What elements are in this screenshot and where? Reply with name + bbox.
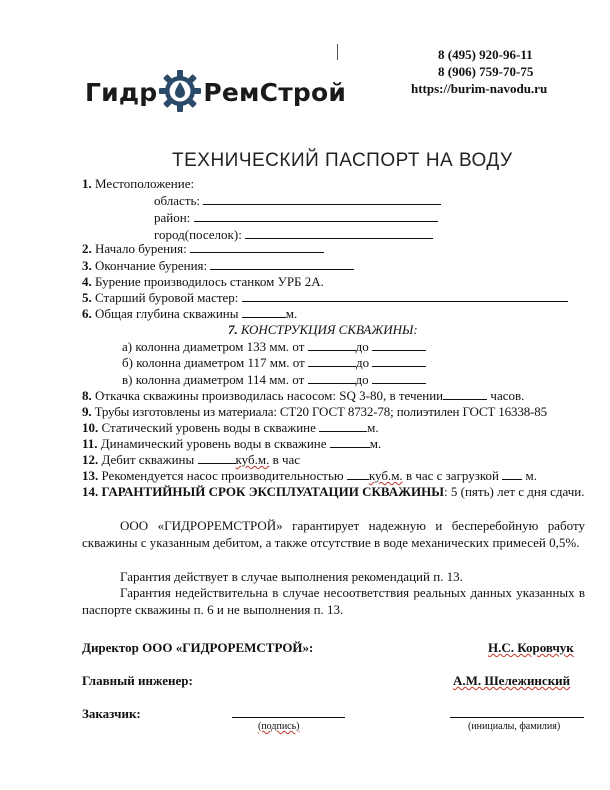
master-input[interactable]	[242, 290, 568, 302]
item-3	[82, 258, 354, 274]
item-text: Динамический уровень воды в скважине	[100, 436, 327, 451]
static-level-input[interactable]	[319, 420, 367, 432]
item-number: 9.	[82, 404, 92, 419]
item-number: 6.	[82, 306, 92, 321]
unit: м.	[367, 420, 379, 435]
guarantee-paragraph-2: Гарантия действует в случае выполнения рекомендаций п. 13.	[120, 569, 463, 584]
item-number: 3.	[82, 258, 92, 273]
item-number: 2.	[82, 241, 92, 256]
item-text: Окончание бурения:	[95, 258, 208, 273]
gorod-input[interactable]	[245, 227, 433, 239]
item-number: 10.	[82, 420, 99, 435]
item-5	[82, 290, 568, 306]
guarantee-paragraph-3: Гарантия недействительна в случае несоответствия реальных данных указанных в паспорте скважины п. 6 и не выполнения п. 13.	[82, 585, 585, 617]
director-name: Н.С. Коровчук	[488, 640, 574, 655]
initials-hint: (инициалы, фамилия)	[468, 721, 561, 732]
oblast-field	[154, 193, 441, 209]
unit: м.	[525, 468, 537, 483]
phone-1: 8 (495) 920-96-11	[438, 47, 533, 62]
unit-suffix: в час	[272, 452, 301, 467]
to-label: до	[356, 355, 370, 370]
depth-input[interactable]	[242, 306, 286, 318]
to-input[interactable]	[372, 355, 426, 367]
item-11	[82, 436, 381, 452]
from-input[interactable]	[308, 339, 356, 351]
item-number: 8.	[82, 388, 92, 403]
unit: м.	[285, 306, 298, 321]
item-1	[82, 176, 194, 192]
item-13	[82, 468, 537, 484]
item-text: Местоположение:	[95, 176, 195, 191]
item-text: Старший буровой мастер:	[95, 290, 239, 305]
unit: куб.м.	[368, 468, 403, 483]
item-14	[82, 484, 584, 500]
column-a	[122, 339, 426, 355]
load-input[interactable]	[502, 468, 522, 480]
item-text: Общая глубина скважины	[95, 306, 239, 321]
unit: часов.	[490, 388, 525, 403]
pump-input[interactable]	[347, 468, 369, 480]
column-c	[122, 372, 426, 388]
item-text: Рекомендуется насос производительностью	[101, 468, 344, 483]
item-text-mid: в час с загрузкой	[405, 468, 499, 483]
from-input[interactable]	[308, 355, 356, 367]
item-8	[82, 388, 524, 404]
customer-label: Заказчик:	[82, 706, 141, 721]
item-7	[228, 322, 418, 338]
guarantee-paragraph-1: ООО «ГИДРОРЕМСТРОЙ» гарантирует надежную и бесперебойную работу скважины с указанным дебитом, а также отсутствие в воде механических примесей 0,5%.	[82, 518, 585, 550]
field-label: район:	[154, 210, 191, 225]
page-title: ТЕХНИЧЕСКИЙ ПАСПОРТ НА ВОДУ	[172, 150, 513, 171]
item-text-end: : 5 (пять) лет с дня сдачи.	[444, 484, 585, 499]
item-6	[82, 306, 297, 322]
rayon-input[interactable]	[194, 210, 438, 222]
item-10	[82, 420, 379, 436]
end-date-input[interactable]	[210, 258, 354, 270]
item-12	[82, 452, 300, 468]
logo-text-left: Гидр	[85, 78, 158, 107]
item-number: 12.	[82, 452, 99, 467]
field-label: город(поселок):	[154, 227, 242, 242]
hours-input[interactable]	[443, 388, 487, 400]
engineer-label: Главный инженер:	[82, 673, 193, 688]
to-input[interactable]	[372, 372, 426, 384]
divider	[337, 44, 338, 60]
oblast-input[interactable]	[203, 193, 441, 205]
column-text: б) колонна диаметром 117 мм. от	[122, 355, 305, 370]
unit: м.	[369, 436, 382, 451]
to-label: до	[355, 372, 369, 387]
item-number: 7.	[228, 322, 238, 337]
logo	[85, 69, 346, 113]
column-text: в) колонна диаметром 114 мм. от	[122, 372, 305, 387]
customer-signature-line[interactable]	[232, 717, 345, 718]
phone-2: 8 (906) 759-70-75	[438, 64, 534, 79]
item-text: Трубы изготовлены из материала: СТ20 ГОСТ 8732-78; полиэтилен ГОСТ 16338-85	[94, 404, 547, 419]
column-b	[122, 355, 426, 371]
to-input[interactable]	[372, 339, 426, 351]
item-text: Откачка скважины производилась насосом: SQ 3-80, в течении	[95, 388, 444, 403]
item-number: 1.	[82, 176, 92, 191]
dynamic-level-input[interactable]	[330, 436, 370, 448]
item-text: ГАРАНТИЙНЫЙ СРОК ЭКСПЛУАТАЦИИ СКВАЖИНЫ	[101, 484, 445, 499]
signature-hint: (подпись)	[258, 721, 300, 732]
item-text: Статический уровень воды в скважине	[101, 420, 316, 435]
unit: куб.м.	[235, 452, 270, 467]
item-text: Начало бурения:	[95, 241, 187, 256]
from-input[interactable]	[308, 372, 356, 384]
item-number: 4.	[82, 274, 92, 289]
field-label: область:	[154, 193, 201, 208]
item-number: 5.	[82, 290, 92, 305]
item-text: Бурение производилось станком УРБ 2А.	[95, 274, 324, 289]
item-number: 11.	[82, 436, 98, 451]
customer-initials-line[interactable]	[450, 717, 584, 718]
to-label: до	[355, 339, 369, 354]
column-text: а) колонна диаметром 133 мм. от	[122, 339, 305, 354]
rayon-field	[154, 210, 438, 226]
item-9	[82, 404, 547, 420]
item-number: 13.	[82, 468, 99, 483]
debit-input[interactable]	[198, 452, 236, 464]
item-text: КОНСТРУКЦИЯ СКВАЖИНЫ:	[241, 322, 418, 337]
director-label: Директор ООО «ГИДРОРЕМСТРОЙ»:	[82, 640, 314, 655]
item-number: 14.	[82, 484, 99, 499]
start-date-input[interactable]	[190, 241, 324, 253]
website-link[interactable]: https://burim-navodu.ru	[411, 81, 548, 96]
logo-text-right: РемСтрой	[203, 78, 347, 107]
engineer-name: А.М. Шележинский	[453, 673, 571, 688]
gear-drop-icon	[158, 69, 202, 113]
item-4	[82, 274, 324, 290]
item-text: Дебит скважины	[101, 452, 195, 467]
item-2	[82, 241, 324, 257]
